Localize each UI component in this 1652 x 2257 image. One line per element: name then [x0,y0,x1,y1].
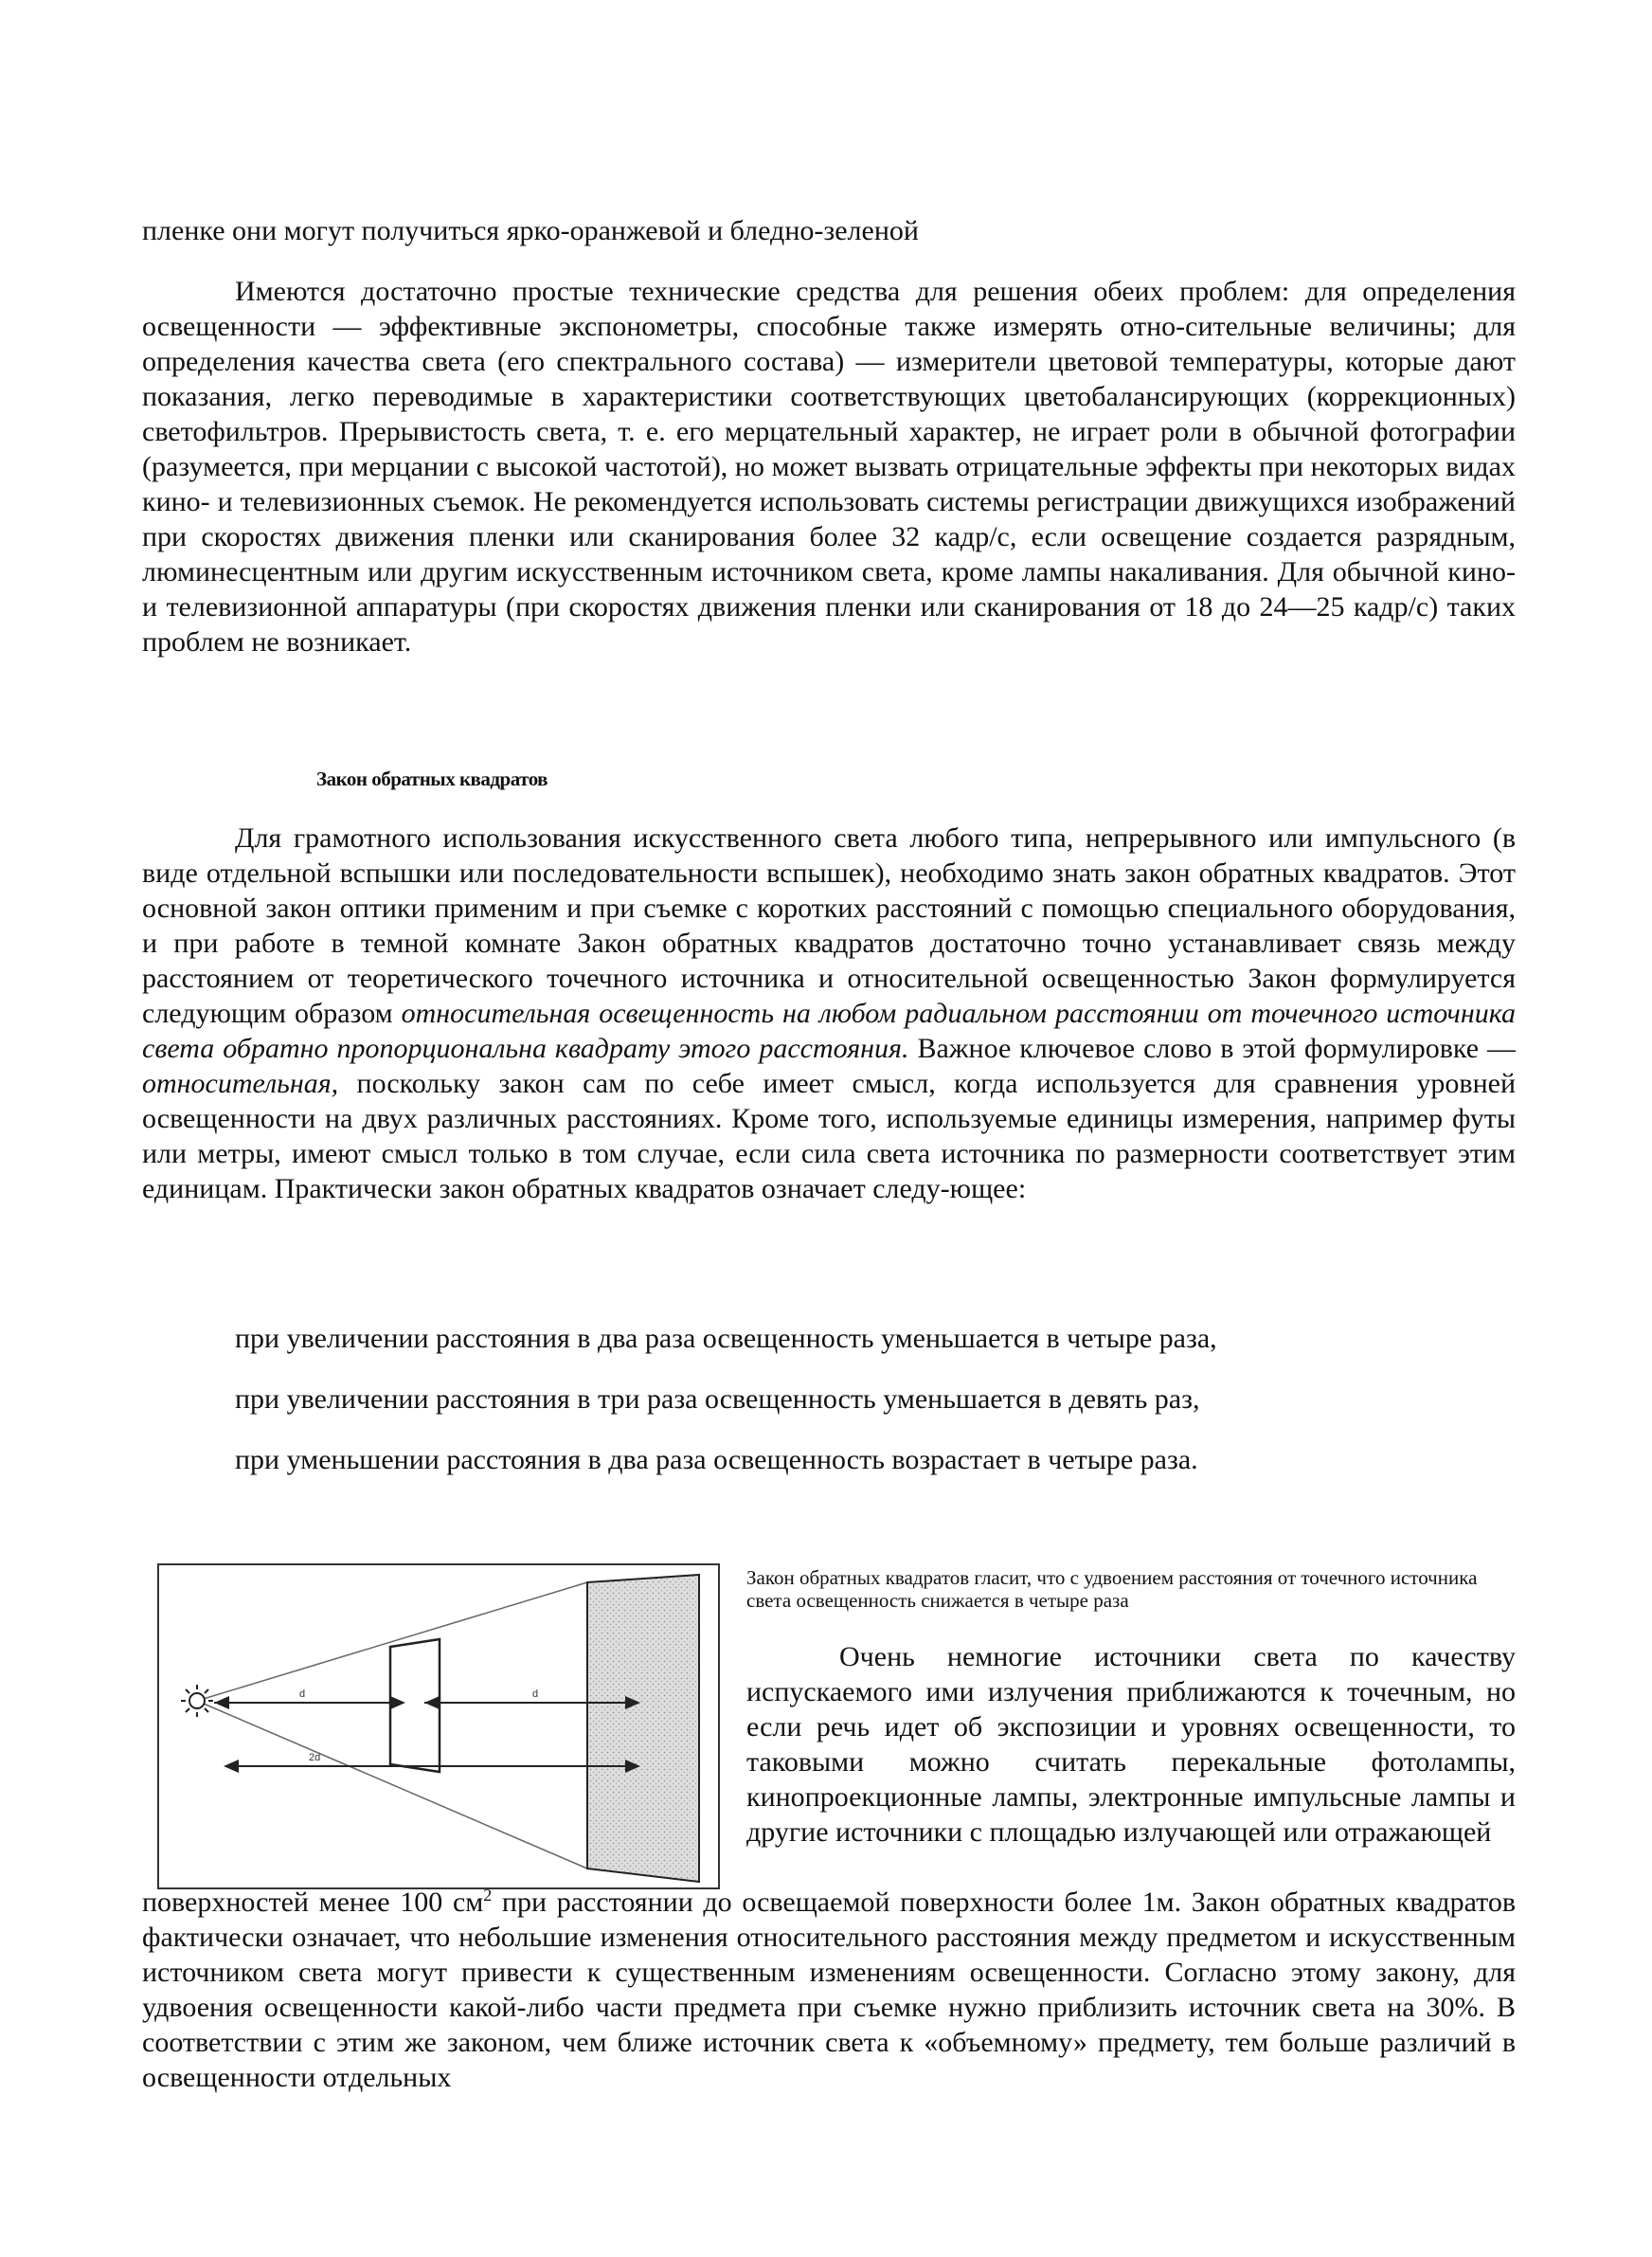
superscript-2: 2 [483,1886,493,1905]
law-text-part-3: поскольку закон сам по себе имеет смысл, когда используется для сравнения уровней освещенности на двух различных расстояниях. Кроме того, используемые единицы измерения, например футы или метры, имеют смысл только в том случае, если сила света источника по размерности соответствует этим единицам. Практически закон обратных квадратов означает следу-ющее: [142,1068,1516,1204]
law-text-part-1: Для грамотного использования искусственного света любого типа, непрерывного или импульсного (в виде отдельной вспышки или последовательности вспышек), необходимо знать закон обратных квадратов. Этот основной закон оптики применим и при съемке с коротких расстояний с помощью специального оборудования, и при работе в темной комнате Закон обратных квадратов достаточно точно устанавливает связь между расстоянием от теоретического точечного источника и относительной освещенностью Закон формулируется следующим образом [142,822,1516,1029]
continuation-text-2: при расстоянии до освещаемой поверхности более 1м. Закон обратных квадратов фактически означает, что небольшие изменения относительного расстояния между предметом и искусственным источником света могут привести к существенным изменениям освещенности. Согласно этому закону, для удвоения освещенности какой-либо части предмета при съемке нужно приблизить источник света на 30%. В соответствии с этим же законом, чем ближе источник света к «объемному» предмету, тем больше различий в освещенности отдельных [142,1887,1516,2093]
continuation-text-1: поверхностей менее 100 см [142,1887,484,1918]
law-definition-italic: относительная освещенность на любом радиальном расстоянии от точечного источника света обратно пропорциональна квадрату этого расстояния. [142,998,1516,1064]
list-item: при уменьшении расстояния в два раза освещенность возрастает в четыре раза. [235,1444,1198,1475]
label-2d: 2d [309,1752,321,1763]
label-d-second: d [532,1688,539,1700]
list-item: при увеличении расстояния в три раза освещенность уменьшается в девять раз, [235,1383,1200,1415]
paragraph-inverse-square-law [142,821,1516,1206]
diagram-svg [157,1563,720,1889]
intro-line: пленке они могут получиться ярко-оранжевой и бледно-зеленой [142,215,919,246]
list-item: при увеличении расстояния в два раза освещенность уменьшается в четыре раза, [235,1323,1217,1354]
label-d: d [299,1688,306,1700]
paragraph-light-measurement: Имеются достаточно простые технические средства для решения обеих проблем: для определения освещенности — эффективные экспонометры, способные также измерять отно-сительные величины; для определения качества света (его спектрального состава) — измерители цветовой температуры, которые дают показания, легко переводимые в характеристики соответствующих цветобалансирующих (коррекционных) светофильтров. Прерывистость света, т. е. его мерцательный характер, не играет роли в обычной фотографии (разумеется, при мерцании с высокой частотой), но может вызвать отрицательные эффекты при некоторых видах кино- и телевизионных съемок. Не рекомендуется использовать системы регистрации движущихся изображений при скоростях движения пленки или сканирования более 32 кадр/с, если освещение создается разрядным, люминесцентным или другим искусственным источником света, кроме лампы накаливания. Для обычной кино- и телевизионной аппаратуры (при скоростях движения пленки или сканирования от 18 до 24—25 кадр/с) таких проблем не возникает. [142,276,1516,658]
key-word-italic: относительная, [142,1068,339,1099]
paragraph-point-sources: Очень немногие источники света по качеству испускаемого ими излучения приближаются к точечным, но если речь идет об экспозиции и уровнях освещенности, то таковыми можно считать перекальные фотолампы, кинопроекционные лампы, электронные импульсные лампы и другие источники с площадью излучающей или отражающей [746,1641,1516,1848]
law-consequences-list [235,1321,1514,1503]
inverse-square-diagram [157,1563,720,1889]
far-screen-2d [587,1575,699,1882]
figure-caption: Закон обратных квадратов гласит, что с удвоением расстояния от точечного источника света освещенность снижается в четыре раза [746,1566,1478,1612]
section-heading: Закон обратных квадратов [316,767,548,790]
paragraph-continuation [142,1885,1516,2095]
law-text-part-2: Важное ключевое слово в этой формулировке — [908,1033,1516,1064]
